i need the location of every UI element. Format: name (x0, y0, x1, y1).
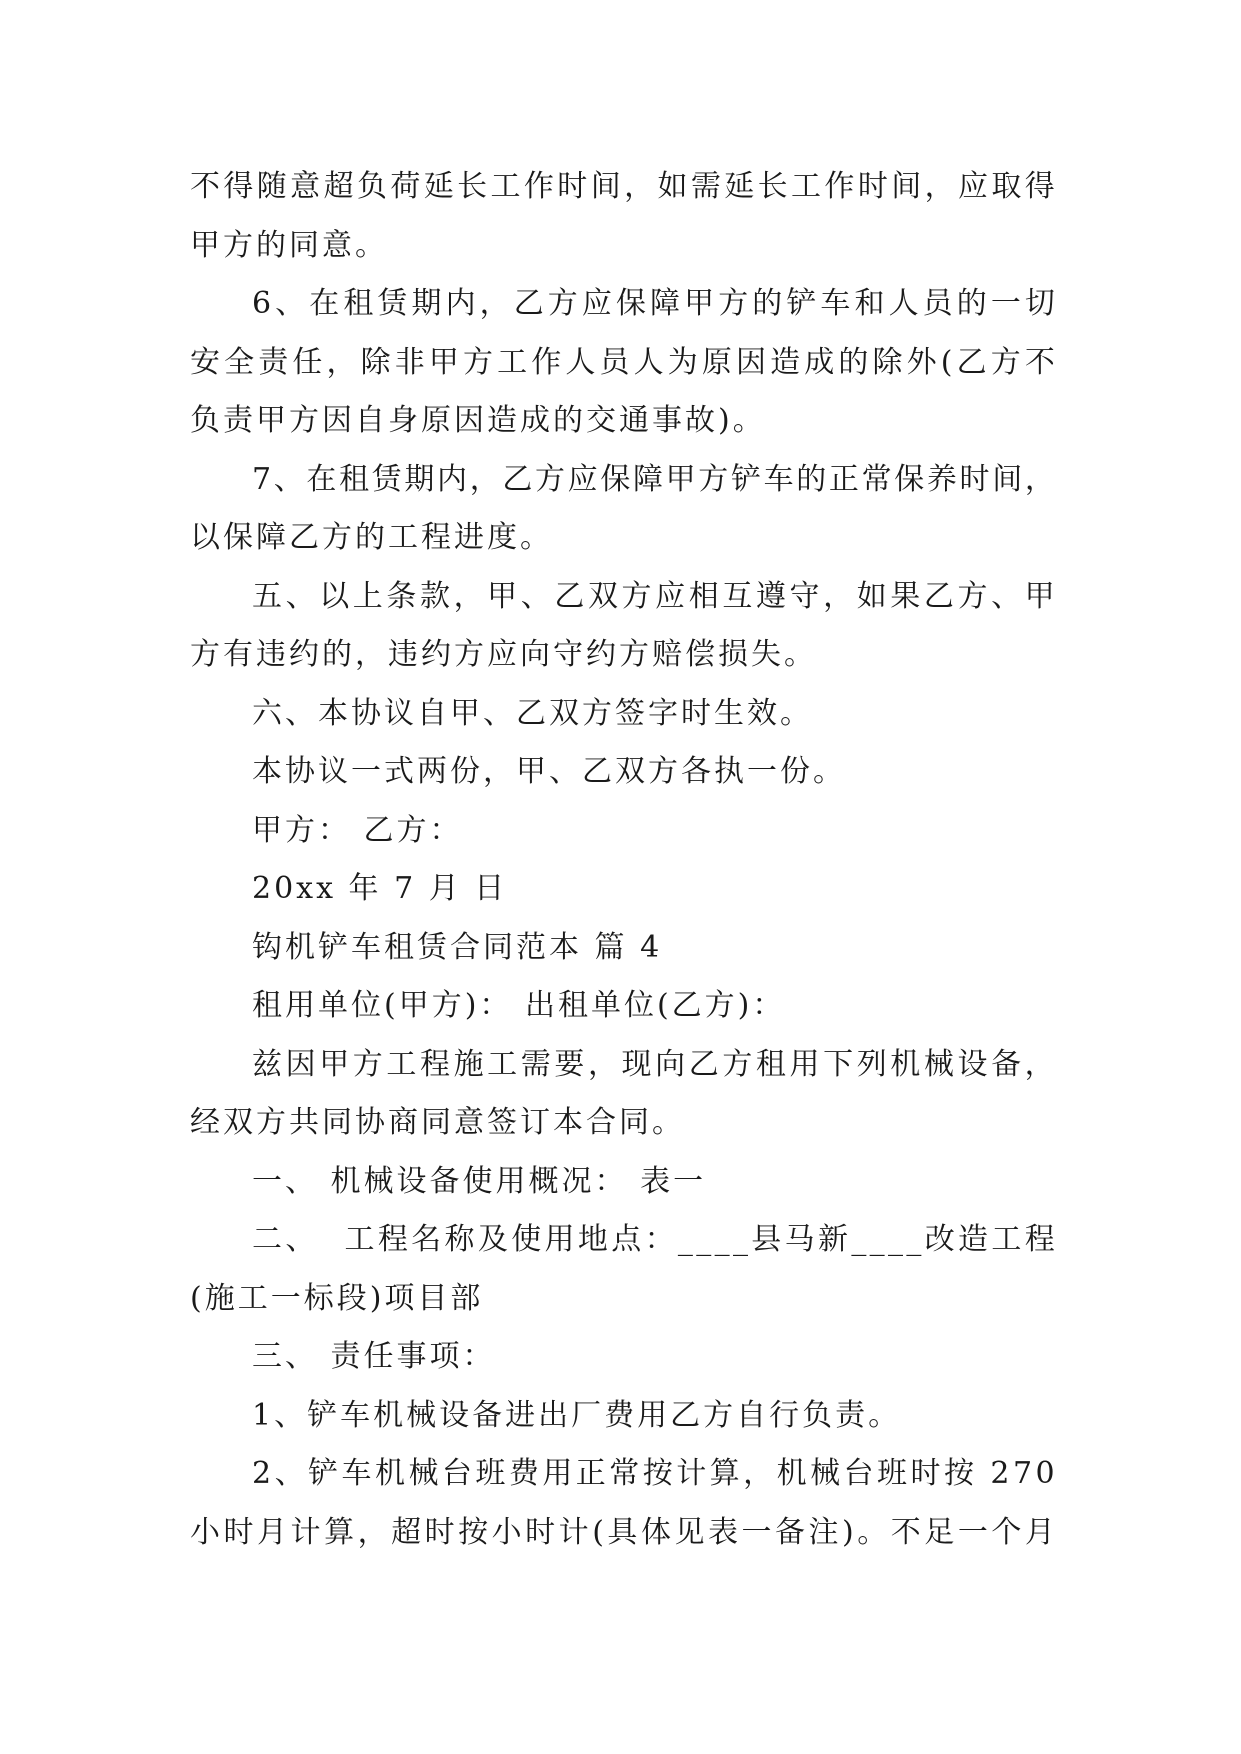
paragraph-line: 小 时 月 计 算 ， 超 时 按 小 时 计 ( 具 体 见 表 一 备 注 ) 。 不 足 一 个 月 (190, 1514, 1055, 1550)
paragraph-line: 经双方共同协商同意签订本合同。 (190, 1105, 685, 1140)
paragraph-line: 兹 因 甲 方 工 程 施 工 需 要 ， 现 向 乙 方 租 用 下 列 机 械 设 备 ， (252, 1046, 1055, 1082)
paragraph-line: 不 得 随 意 超 负 荷 延 长 工 作 时 间 ， 如 需 延 长 工 作 时 间 ， 应 取 得 (190, 169, 1055, 204)
paragraph-line: 六、本协议自甲、乙双方签字时生效。 (252, 695, 813, 731)
paragraph-line: 二 、 工 程 名 称 及 使 用 地 点 ： _ _ _ _ 县 马 新 _ _ _ _ 改 造 工 程 (252, 1222, 1055, 1257)
paragraph-line: 五 、 以 上 条 款 ， 甲 、 乙 双 方 应 相 互 遵 守 ， 如 果 乙 方 、 甲 (252, 578, 1055, 614)
paragraph-line: 三、 责任事项： (252, 1339, 496, 1374)
paragraph-line: 2 、 铲 车 机 械 台 班 费 用 正 常 按 计 算 ， 机 械 台 班 时 按 2 7 0 (252, 1456, 1055, 1491)
paragraph-line: 租用单位(甲方)： 出租单位(乙方)： (252, 988, 786, 1023)
paragraph-line: 负责甲方因自身原因造成的交通事故)。 (190, 403, 766, 438)
paragraph-line: 甲方的同意。 (190, 227, 388, 263)
paragraph-line: 本协议一式两份，甲、乙双方各执一份。 (252, 754, 846, 789)
paragraph-line: 甲方： 乙方： (252, 812, 463, 848)
paragraph-line: 7 、 在 租 赁 期 内 ， 乙 方 应 保 障 甲 方 铲 车 的 正 常 保 养 时 间 ， (252, 461, 1055, 497)
paragraph-line: 20xx 年 7 月 日 (252, 871, 508, 906)
paragraph-line: 一、 机械设备使用概况： 表一 (252, 1163, 707, 1199)
paragraph-line: 安 全 责 任 ， 除 非 甲 方 工 作 人 员 人 为 原 因 造 成 的 除 外 ( 乙 方 不 (190, 344, 1055, 380)
paragraph-line: 6 、 在 租 赁 期 内 ， 乙 方 应 保 障 甲 方 的 铲 车 和 人 员 的 一 切 (252, 286, 1055, 321)
paragraph-line: 方有违约的，违约方应向守约方赔偿损失。 (190, 637, 817, 672)
paragraph-line: 以保障乙方的工程进度。 (190, 520, 553, 555)
paragraph-line: (施工一标段)项目部 (190, 1280, 484, 1316)
paragraph-line: 1、铲车机械设备进出厂费用乙方自行负责。 (252, 1397, 902, 1433)
paragraph-line: 钩机铲车租赁合同范本 篇 4 (252, 929, 663, 965)
document-body (190, 158, 1055, 1562)
